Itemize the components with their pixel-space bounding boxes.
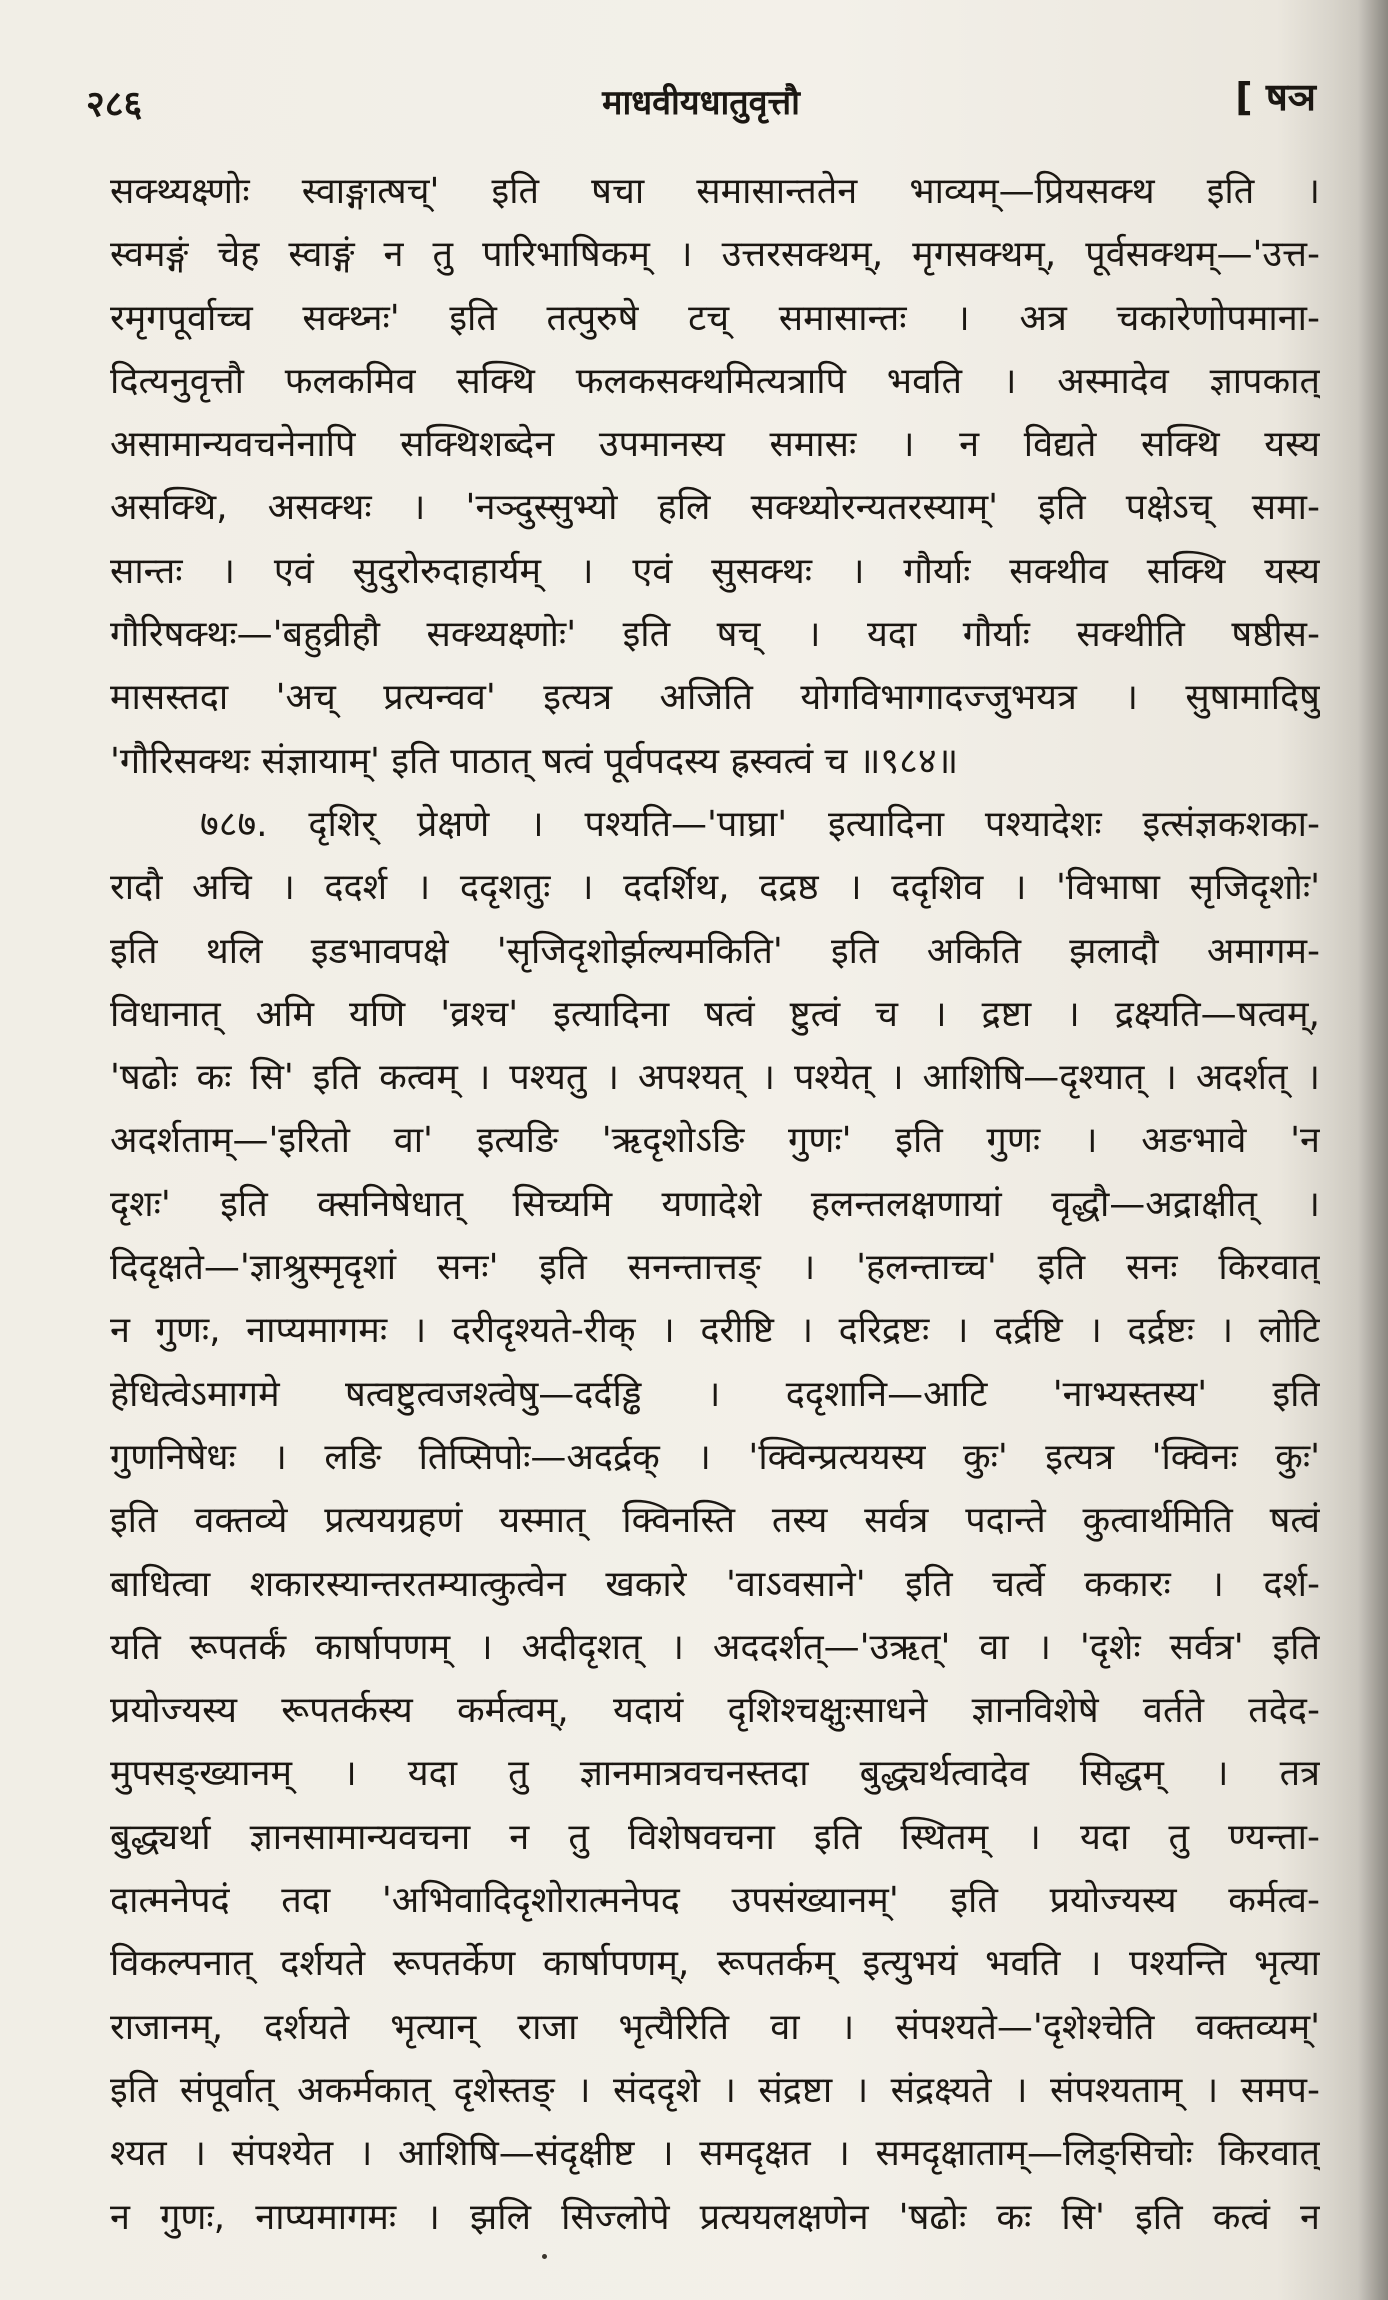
text-line: दित्यनुवृत्तौ फलकमिव सक्थि फलकसक्थमित्यत्रापि भवति । अस्मादेव ज्ञापकात् <box>110 360 1320 402</box>
text-line: न गुणः, नाप्यमागमः । दरीदृश्यते-रीक् । दरीष्टि । दरिद्रष्टः । दर्द्रष्टि । दर्द्रष्टः । लोटि <box>110 1310 1320 1352</box>
text-line: इति वक्तव्ये प्रत्ययग्रहणं यस्मात् क्विनस्ति तस्य सर्वत्र पदान्ते कुत्वार्थमिति षत्वं <box>110 1500 1320 1542</box>
text-line: रादौ अचि । ददर्श । ददृशतुः । ददर्शिथ, दद्रष्ठ । ददृशिव । 'विभाषा सृजिदृशोः' <box>110 867 1320 909</box>
text-line: अदर्शताम्—'इरितो वा' इत्यङि 'ऋदृशोऽङि गुणः' इति गुणः । अङभावे 'न <box>110 1120 1320 1162</box>
text-line: असक्थि, असक्थः । 'नञ्दुस्सुभ्यो हलि सक्थ्योरन्यतरस्याम्' इति पक्षेऽच् समा- <box>110 487 1320 529</box>
text-line: सान्तः । एवं सुदुरोरुदाहार्यम् । एवं सुसक्थः । गौर्याः सक्थीव सक्थि यस्य <box>110 550 1320 592</box>
page-number: २८६ <box>86 84 143 125</box>
entry-heading-line: ७८७. दृशिर् प्रेक्षणे । पश्यति—'पाघ्रा' इत्यादिना पश्यादेशः इत्संज्ञकशका- <box>200 803 1320 845</box>
page-header <box>86 70 1316 140</box>
text-line: मुपसङ्ख्यानम् । यदा तु ज्ञानमात्रवचनस्तदा बुद्ध्यर्थत्वादेव सिद्धम् । तत्र <box>110 1753 1320 1795</box>
text-line: सक्थ्यक्ष्णोः स्वाङ्गात्षच्' इति षचा समासान्ततेन भाव्यम्—प्रियसक्थ इति । <box>110 171 1320 212</box>
text-line: दिदृक्षते—'ज्ञाश्रुस्मृदृशां सनः' इति सनन्तात्तङ् । 'हलन्ताच्च' इति सनः किरवात् <box>110 1247 1320 1289</box>
text-line: विकल्पनात् दर्शयते रूपतर्केण कार्षापणम्, रूपतर्कम् इत्युभयं भवति । पश्यन्ति भृत्या <box>110 1943 1320 1985</box>
section-marker: [ षञ <box>1235 75 1316 119</box>
running-title: माधवीयधातुवृत्तौ <box>602 83 800 123</box>
text-line: मासस्तदा 'अच् प्रत्यन्वव' इत्यत्र अजिति योगविभागादज्जुभयत्र । सुषामादिषु <box>110 677 1320 719</box>
text-line: विधानात् अमि यणि 'व्रश्च' इत्यादिना षत्वं ष्टुत्वं च । द्रष्टा । द्रक्ष्यति—षत्वम्, <box>110 993 1320 1035</box>
paragraph-end-line: 'गौरिसक्थः संज्ञायाम्' इति पाठात् षत्वं पूर्वपदस्य ह्रस्वत्वं च ॥९८४॥ <box>110 740 959 782</box>
body-text <box>110 160 1320 2249</box>
text-line: प्रयोज्यस्य रूपतर्कस्य कर्मत्वम्, यदायं दृशिश्चक्षुःसाधने ज्ञानविशेषे वर्तते तदेद- <box>110 1690 1320 1732</box>
text-line: रमृगपूर्वाच्च सक्थ्नः' इति तत्पुरुषे टच् समासान्तः । अत्र चकारेणोपमाना- <box>110 297 1320 339</box>
text-line: न गुणः, नाप्यमागमः । झलि सिज्लोपे प्रत्ययलक्षणेन 'षढोः कः सि' इति कत्वं न <box>110 2196 1320 2238</box>
text-line: हेधित्वेऽमागमे षत्वष्टुत्वजश्त्वेषु—दर्दड्ढि । ददृशानि—आटि 'नाभ्यस्तस्य' इति <box>110 1373 1320 1415</box>
text-line: राजानम्, दर्शयते भृत्यान् राजा भृत्यैरिति वा । संपश्यते—'दृशेश्चेति वक्तव्यम्' <box>110 2006 1320 2048</box>
text-line: इति थलि इडभावपक्षे 'सृजिदृशोर्झल्यमकिति' इति अकिति झलादौ अमागम- <box>110 930 1320 972</box>
ink-speck <box>542 2254 547 2259</box>
text-line: गौरिषक्थः—'बहुव्रीहौ सक्थ्यक्ष्णोः' इति षच् । यदा गौर्याः सक्थीति षष्ठीस- <box>110 614 1320 656</box>
text-line: बुद्ध्यर्था ज्ञानसामान्यवचना न तु विशेषवचना इति स्थितम् । यदा तु ण्यन्ता- <box>110 1816 1320 1858</box>
page-gutter-shadow <box>1358 0 1388 2300</box>
text-line: गुणनिषेधः । लङि तिप्सिपोः—अदर्द्रक् । 'क्विन्प्रत्ययस्य कुः' इत्यत्र 'क्विनः कुः' <box>110 1436 1320 1478</box>
text-line: स्वमङ्गं चेह स्वाङ्गं न तु पारिभाषिकम् । उत्तरसक्थम्, मृगसक्थम्, पूर्वसक्थम्—'उत्त- <box>110 234 1320 276</box>
text-line: बाधित्वा शकारस्यान्तरतम्यात्कुत्वेन खकारे 'वाऽवसाने' इति चर्त्वे ककारः । दर्श- <box>110 1563 1320 1605</box>
text-line: असामान्यवचनेनापि सक्थिशब्देन उपमानस्य समासः । न विद्यते सक्थि यस्य <box>110 424 1320 466</box>
text-line: इति संपूर्वात् अकर्मकात् दृशेस्तङ् । संददृशे । संद्रष्टा । संद्रक्ष्यते । संपश्यताम् । समप- <box>110 2069 1320 2111</box>
text-line: यति रूपतर्कं कार्षापणम् । अदीदृशत् । अददर्शत्—'उऋत्' वा । 'दृशेः सर्वत्र' इति <box>110 1626 1320 1668</box>
text-line: 'षढोः कः सि' इति कत्वम् । पश्यतु । अपश्यत् । पश्येत् । आशिषि—दृश्यात् । अदर्शत् । <box>110 1057 1320 1099</box>
text-line: दात्मनेपदं तदा 'अभिवादिदृशोरात्मनेपद उपसंख्यानम्' इति प्रयोज्यस्य कर्मत्व- <box>110 1880 1320 1922</box>
text-line: श्यत । संपश्येत । आशिषि—संदृक्षीष्ट । समदृक्षत । समदृक्षाताम्—लिङ्सिचोः किरवात् <box>110 2133 1320 2175</box>
text-line: दृशः' इति क्सनिषेधात् सिच्यमि यणादेशे हलन्तलक्षणायां वृद्धौ—अद्राक्षीत् । <box>110 1183 1320 1225</box>
